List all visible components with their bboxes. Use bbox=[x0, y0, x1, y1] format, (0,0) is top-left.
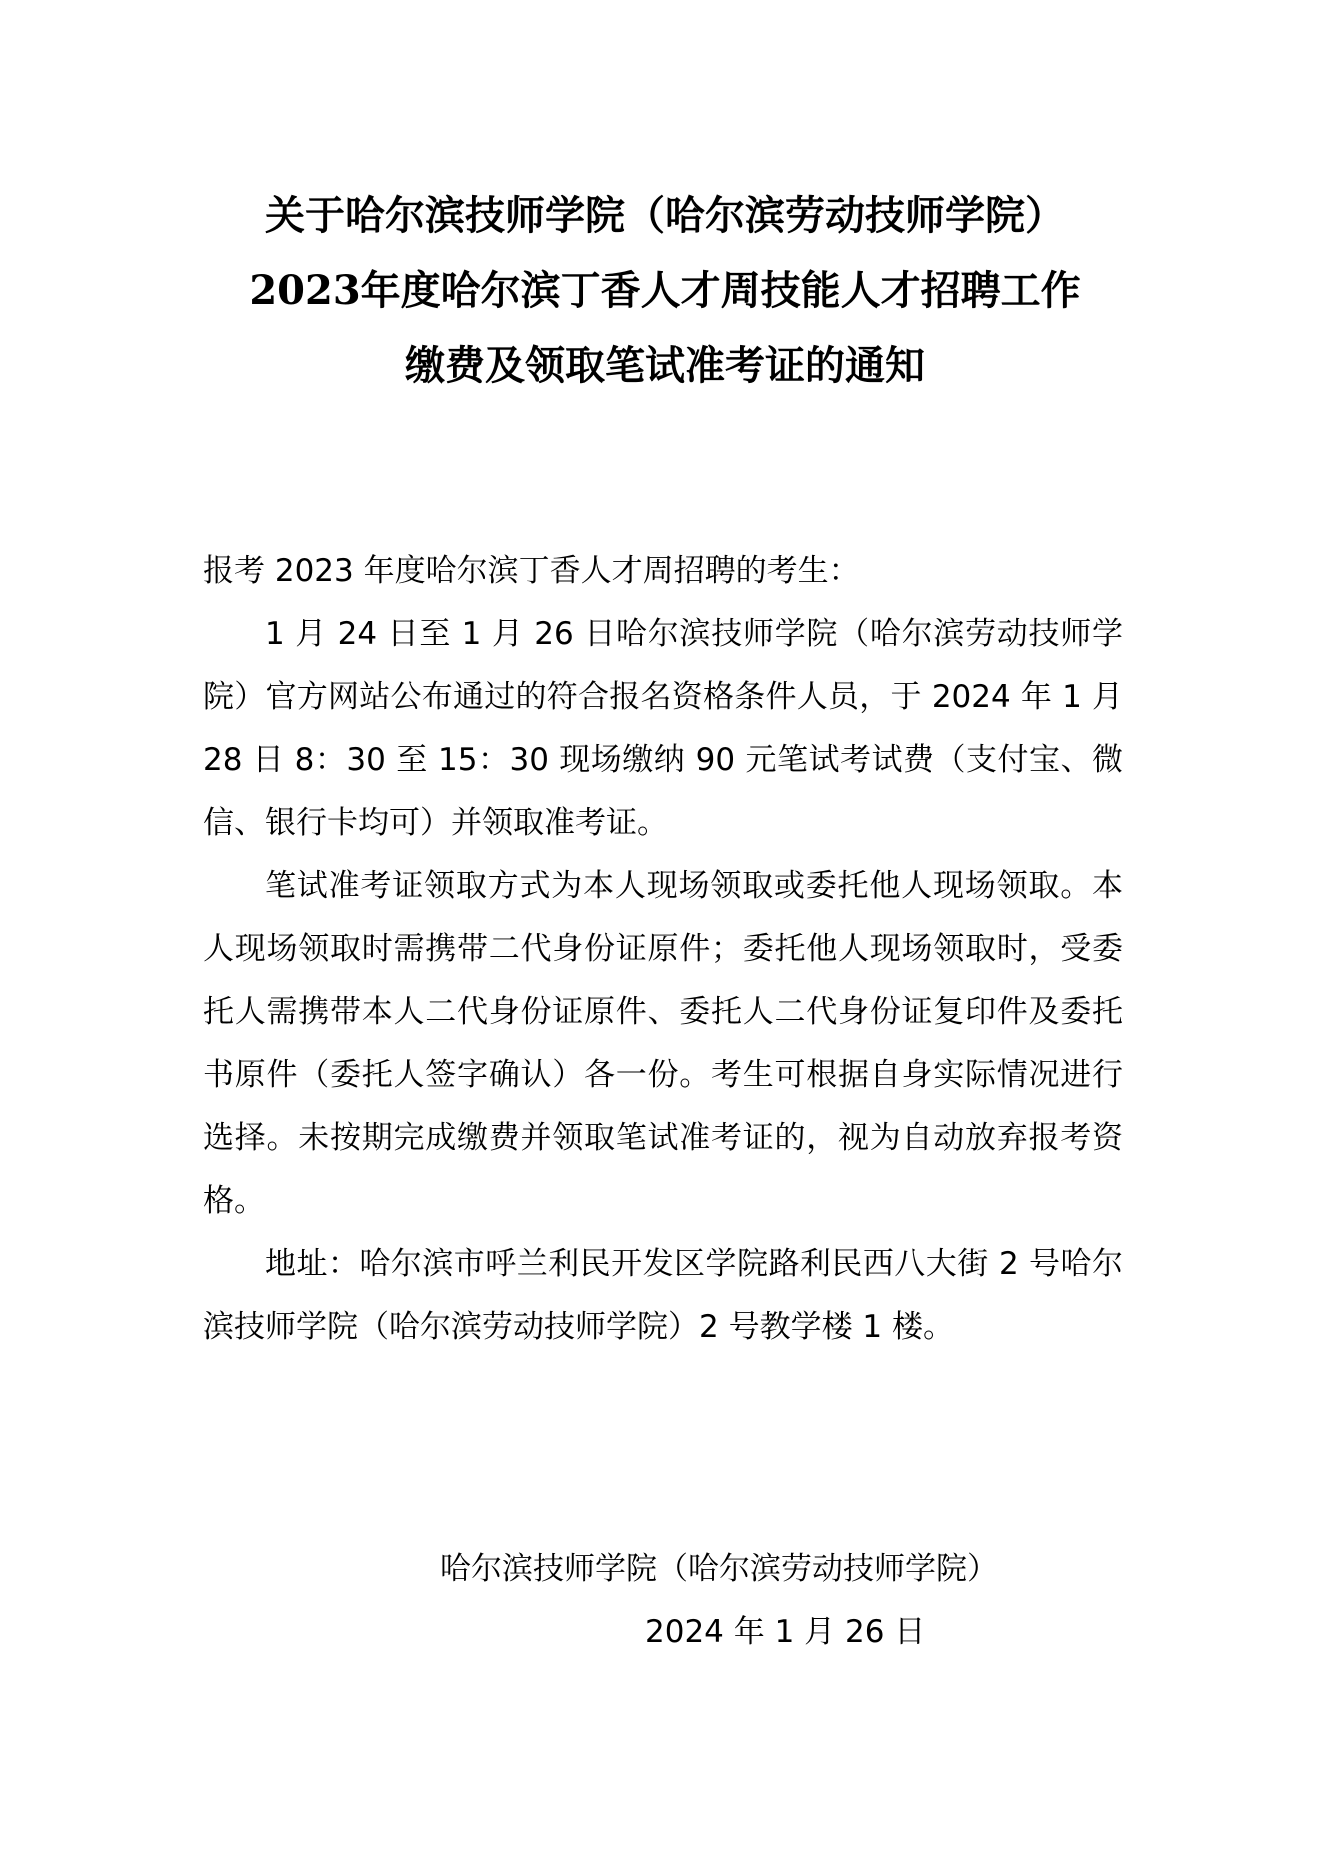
paragraph-admission-ticket: 笔试准考证领取方式为本人现场领取或委托他人现场领取。本人现场领取时需携带二代身份证原件；委托他人现场领取时，受委托人需携带本人二代身份证原件、委托人二代身份证复印件及委托书原件（委托人签字确认）各一份。考生可根据自身实际情况进行选择。未按期完成缴费并领取笔试准考证的，视为自动放弃报考资格。 bbox=[203, 868, 1123, 1219]
paragraph-address: 地址：哈尔滨市呼兰利民开发区学院路利民西八大街 2 号哈尔滨技师学院（哈尔滨劳动技师学院）2 号教学楼 1 楼。 bbox=[203, 1246, 1123, 1345]
document-body bbox=[203, 540, 1123, 1359]
paragraph-payment: 1 月 24 日至 1 月 26 日哈尔滨技师学院（哈尔滨劳动技师学院）官方网站公布通过的符合报名资格条件人员，于 2024 年 1 月 28 日 8：30 至 15：30 现场缴纳 90 元笔试考试费（支付宝、微信、银行卡均可）并领取准考证。 bbox=[203, 616, 1123, 841]
title-line-2: 2023年度哈尔滨丁香人才周技能人才招聘工作 bbox=[249, 267, 1081, 314]
title-line-1: 关于哈尔滨技师学院（哈尔滨劳动技师学院） bbox=[265, 192, 1065, 239]
signature-date: 2024 年 1 月 26 日 bbox=[645, 1614, 926, 1650]
document-title bbox=[230, 178, 1100, 403]
salutation: 报考 2023 年度哈尔滨丁香人才周招聘的考生： bbox=[203, 553, 860, 589]
signature-organization: 哈尔滨技师学院（哈尔滨劳动技师学院） bbox=[440, 1551, 998, 1587]
signature-block bbox=[440, 1538, 1080, 1664]
title-line-3: 缴费及领取笔试准考证的通知 bbox=[405, 342, 925, 389]
